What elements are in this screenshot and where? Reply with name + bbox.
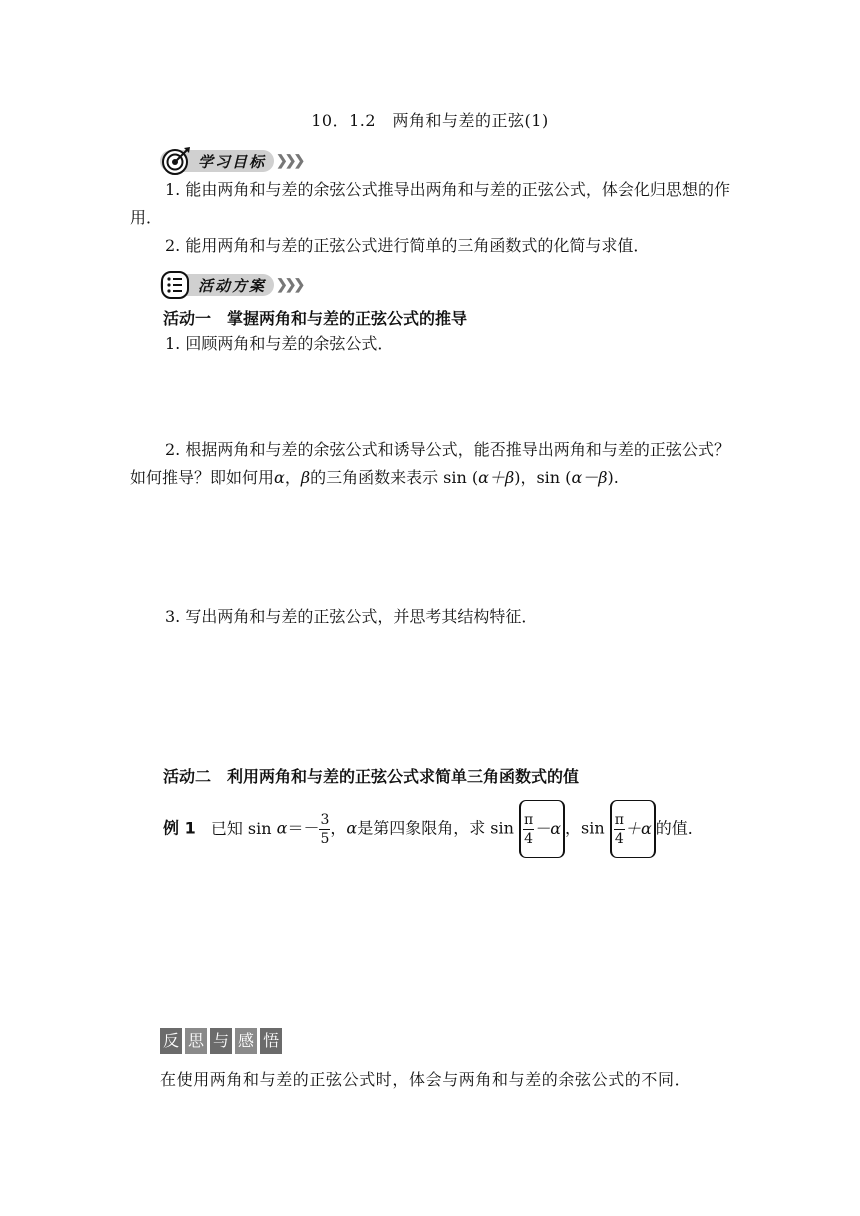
reflection-text: 在使用两角和与差的正弦公式时，体会与两角和与差的余弦公式的不同． [160, 1070, 692, 1089]
fraction-three-fifths: $\frac{3}{5}$ [320, 811, 330, 847]
goal-item-1: 1. 能由两角和与差的余弦公式推导出两角和与差的正弦公式，体会化归思想的作用． [130, 180, 730, 227]
reflection-badge: 反 思 与 感 悟 [160, 1028, 282, 1054]
example-label: 例 1 [163, 818, 196, 838]
list-icon [160, 269, 192, 301]
activity1-question-1: 1. 回顾两角和与差的余弦公式． [165, 334, 394, 353]
expr-pi-over-4-minus-alpha: $\frac{\pi}{4}$ －α [519, 800, 565, 858]
learning-goals-badge [160, 148, 302, 174]
activity1-question-2: 2. 根据两角和与差的余弦公式和诱导公式，能否推导出两角和与差的正弦公式？如何推导？即如何用α，β的三角函数来表示 sin (α＋β)，sin (α－β). [130, 440, 730, 487]
activity-plan-label: 活动方案 [160, 274, 274, 296]
chevrons-icon: ❯❯❯ [276, 153, 303, 169]
example-1: 例 1 已知 sin α＝－ $\frac{3}{5}$ ，α是第四象限角，求 sin $\frac{\pi}{4}$ －α ，sin $\frac{\pi}{4}$ ＋α 的值． [163, 800, 704, 858]
learning-goals-label: 学习目标 [160, 150, 274, 172]
activity-plan-badge [160, 272, 302, 298]
expr-pi-over-4-plus-alpha: $\frac{\pi}{4}$ ＋α [610, 800, 656, 858]
target-icon [160, 145, 192, 177]
activity1-heading: 活动一 掌握两角和与差的正弦公式的推导 [163, 309, 468, 328]
goal-item-2: 2. 能用两角和与差的正弦公式进行简单的三角函数式的化简与求值． [165, 236, 650, 255]
chevrons-icon: ❯❯❯ [276, 277, 303, 293]
activity1-question-3: 3. 写出两角和与差的正弦公式，并思考其结构特征． [165, 607, 538, 626]
activity2-heading: 活动二 利用两角和与差的正弦公式求简单三角函数式的值 [163, 767, 580, 786]
page-title: 10．1.2 两角和与差的正弦(1) [311, 111, 549, 130]
